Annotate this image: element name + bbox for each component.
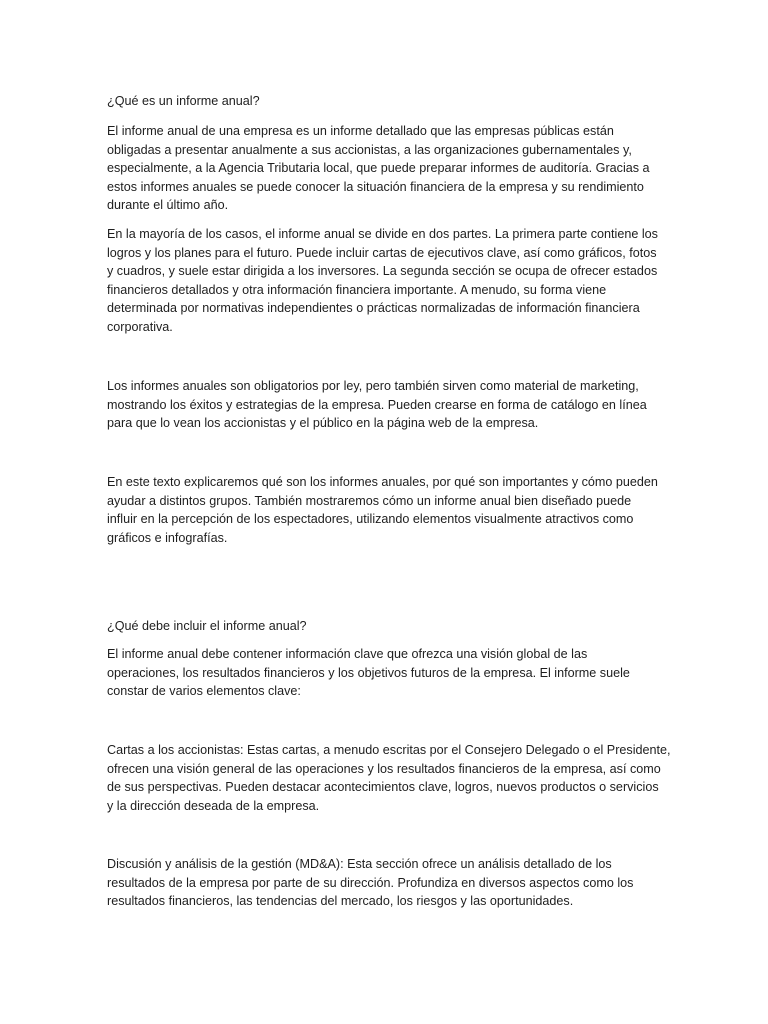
paragraph-cartas-accionistas <box>107 741 671 815</box>
text-line: gráficos e infografías. <box>107 530 228 545</box>
text-line: En la mayoría de los casos, el informe anual se divide en dos partes. La primera parte contiene los <box>107 227 658 241</box>
heading-que-debe-incluir <box>107 617 667 636</box>
paragraph-partes-informe <box>107 225 667 336</box>
text-line: corporativa. <box>107 319 173 334</box>
text-line: Cartas a los accionistas: Estas cartas, a menudo escritas por el Consejero Delegado o el Presidente, <box>107 743 671 757</box>
text-line: financieros detallados y otra información financiera importante. A menudo, su forma viene <box>107 282 607 297</box>
text-line: Los informes anuales son obligatorios por ley, pero también sirven como material de marketing, <box>107 379 639 393</box>
text-line: influir en la percepción de los espectadores, utilizando elementos visualmente atractivos como <box>107 512 634 526</box>
text-line: especialmente, a la Agencia Tributaria local, que puede preparar informes de auditoría. Gracias a <box>107 161 650 175</box>
text-line: determinada por normativas independientes o prácticas normalizadas de información financiera <box>107 301 640 315</box>
text-line: logros y los planes para el futuro. Puede incluir cartas de ejecutivos clave, así como gráficos, fotos <box>107 245 657 260</box>
text-line: ¿Qué debe incluir el informe anual? <box>107 619 307 633</box>
text-line: estos informes anuales se puede conocer la situación financiera de la empresa y su rendimiento <box>107 179 644 194</box>
text-line: y cuadros, y suele estar dirigida a los inversores. La segunda sección se ocupa de ofrecer estados <box>107 264 658 278</box>
paragraph-informacion-clave <box>107 645 667 701</box>
text-line: para que lo vean los accionistas y el público en la página web de la empresa. <box>107 416 539 430</box>
text-line: En este texto explicaremos qué son los informes anuales, por qué son importantes y cómo pueden <box>107 475 658 489</box>
text-line: resultados financieros, las tendencias del mercado, los riesgos y las oportunidades. <box>107 894 574 908</box>
text-line: obligadas a presentar anualmente a sus accionistas, a las organizaciones gubernamentales y, <box>107 142 632 157</box>
paragraph-obligatorios-por-ley <box>107 377 667 433</box>
heading-que-es-informe-anual <box>107 92 667 111</box>
paragraph-definicion <box>107 122 667 215</box>
paragraph-en-este-texto <box>107 473 667 547</box>
text-line: ¿Qué es un informe anual? <box>107 94 260 108</box>
text-line: ayudar a distintos grupos. También mostraremos cómo un informe anual bien diseñado puede <box>107 493 632 508</box>
text-line: resultados de la empresa por parte de su dirección. Profundiza en diversos aspectos como los <box>107 875 634 890</box>
text-line: operaciones, los resultados financieros y los objetivos futuros de la empresa. El informe suele <box>107 665 630 680</box>
text-line: mostrando los éxitos y estrategias de la empresa. Pueden crearse en forma de catálogo en línea <box>107 397 647 412</box>
text-line: Discusión y análisis de la gestión (MD&A): Esta sección ofrece un análisis detallado de los <box>107 857 612 871</box>
text-line: constar de varios elementos clave: <box>107 684 301 698</box>
text-line: El informe anual debe contener información clave que ofrezca una visión global de las <box>107 647 588 661</box>
paragraph-discusion-analisis <box>107 855 667 911</box>
text-line: de sus perspectivas. Pueden destacar acontecimientos clave, logros, nuevos productos o servicios <box>107 780 659 794</box>
text-line: y la dirección deseada de la empresa. <box>107 798 320 813</box>
text-line: El informe anual de una empresa es un informe detallado que las empresas públicas están <box>107 124 614 138</box>
text-line: ofrecen una visión general de las operaciones y los resultados financieros de la empresa, así como <box>107 761 661 776</box>
text-line: durante el último año. <box>107 198 229 212</box>
